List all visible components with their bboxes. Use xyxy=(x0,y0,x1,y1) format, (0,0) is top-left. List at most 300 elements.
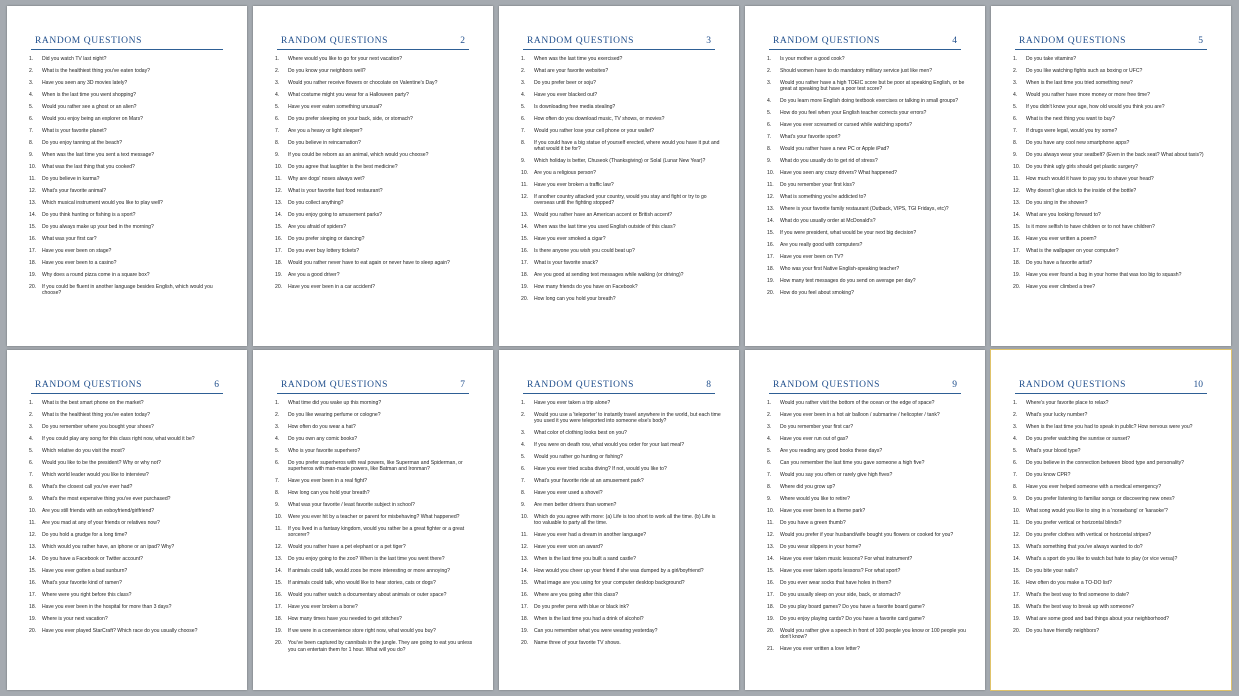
question-text: If you didn't know your age, how old would you think you are? xyxy=(1026,103,1165,110)
question-item xyxy=(1013,616,1213,622)
page-title: RANDOM QUESTIONS xyxy=(35,36,142,46)
question-item xyxy=(275,502,475,508)
question-item xyxy=(767,484,967,490)
question-item xyxy=(767,532,967,538)
question-item xyxy=(275,236,475,242)
question-number: 14. xyxy=(767,218,775,225)
question-number: 3. xyxy=(521,79,526,86)
question-item xyxy=(275,68,475,74)
question-number: 15. xyxy=(1013,567,1021,574)
question-text: Where is your next vacation? xyxy=(42,615,108,622)
document-page[interactable] xyxy=(499,6,739,346)
page-title: RANDOM QUESTIONS xyxy=(281,36,388,46)
question-number: 2. xyxy=(29,67,34,74)
question-item xyxy=(275,592,475,598)
question-item xyxy=(29,628,229,634)
question-item xyxy=(1013,188,1213,194)
question-item xyxy=(767,56,967,62)
question-text: Where are you going after this class? xyxy=(534,592,619,599)
question-text: Would you rather visit the bottom of the ocean or the edge of space? xyxy=(780,400,935,406)
question-item xyxy=(275,514,475,520)
question-text: What's your lucky number? xyxy=(1026,411,1088,418)
question-item xyxy=(521,400,721,406)
question-text: Have you ever taken sports lessons? For what sport? xyxy=(780,567,901,574)
question-text: Have you ever had a dream in another language? xyxy=(534,532,647,539)
question-number: 17. xyxy=(275,604,283,611)
question-text: Do you own any comic books? xyxy=(288,435,358,442)
question-number: 14. xyxy=(275,211,283,218)
question-text: Have you seen any crazy drivers? What happened? xyxy=(780,170,897,177)
question-item xyxy=(767,520,967,526)
question-number: 17. xyxy=(1013,247,1021,254)
question-number: 5. xyxy=(767,110,772,117)
question-item xyxy=(1013,412,1213,418)
question-item xyxy=(767,544,967,550)
question-text: Have you ever been on stage? xyxy=(42,247,112,254)
question-item xyxy=(275,478,475,484)
question-item xyxy=(521,478,721,484)
question-number: 16. xyxy=(29,579,37,586)
question-text: What's your favorite kind of ramen? xyxy=(42,579,122,586)
question-item xyxy=(29,68,229,74)
question-text: When is the last time you had to speak in public? How nervous were you? xyxy=(1026,423,1193,430)
question-text: What is the healthiest thing you've eaten today? xyxy=(42,411,151,418)
question-text: Are you good at sending text messages while walking (or driving)? xyxy=(534,272,684,279)
question-item xyxy=(767,646,967,652)
question-number: 9. xyxy=(29,151,34,158)
question-item xyxy=(29,92,229,98)
question-text: Do you believe in karma? xyxy=(42,175,100,182)
question-item xyxy=(29,56,229,62)
question-list xyxy=(521,56,721,308)
question-text: Do you wear slippers in your home? xyxy=(780,543,862,550)
question-number: 3. xyxy=(29,423,34,430)
question-text: Should women have to do mandatory military service just like men? xyxy=(780,67,933,74)
question-number: 20. xyxy=(275,283,283,290)
question-number: 11. xyxy=(521,532,528,539)
document-page[interactable] xyxy=(253,6,493,346)
question-item xyxy=(29,484,229,490)
question-number: 5. xyxy=(275,103,280,110)
question-item xyxy=(767,158,967,164)
question-item xyxy=(767,80,967,93)
question-text: Have you ever been in a car accident? xyxy=(288,283,375,290)
question-text: What is the best smart phone on the market? xyxy=(42,400,144,406)
question-text: Have you ever blacked out? xyxy=(534,91,598,98)
question-text: Are you a religious person? xyxy=(534,170,597,177)
question-text: Are you afraid of spiders? xyxy=(288,223,347,230)
question-text: What are you looking forward to? xyxy=(1026,211,1101,218)
question-number: 19. xyxy=(521,284,529,291)
question-item xyxy=(521,466,721,472)
question-item xyxy=(275,56,475,62)
question-number: 11. xyxy=(1013,175,1020,182)
question-item xyxy=(767,68,967,74)
question-text: Do you always make up your bed in the morning? xyxy=(42,223,154,230)
question-number: 3. xyxy=(521,430,526,437)
question-number: 4. xyxy=(521,91,526,98)
question-number: 13. xyxy=(29,199,37,206)
page-header xyxy=(523,36,715,50)
document-page[interactable] xyxy=(991,6,1231,346)
question-text: What's something that you've always wanted to do? xyxy=(1026,543,1143,550)
question-number: 4. xyxy=(521,442,526,449)
question-text: Are you reading any good books these days? xyxy=(780,447,883,454)
question-item xyxy=(767,568,967,574)
question-item xyxy=(1013,520,1213,526)
question-item xyxy=(767,580,967,586)
question-number: 20. xyxy=(1013,627,1021,634)
question-item xyxy=(29,568,229,574)
question-text: Is your mother a good cook? xyxy=(780,56,845,62)
question-text: Have you ever helped someone with a medical emergency? xyxy=(1026,483,1162,490)
question-item xyxy=(29,236,229,242)
question-text: Would you rather watch a documentary about animals or outer space? xyxy=(288,592,447,599)
question-item xyxy=(521,92,721,98)
question-text: If you were president, what would be your next big decision? xyxy=(780,230,917,237)
question-text: Where is your favorite family restaurant (Outback, VIPS, TGI Fridays, etc)? xyxy=(780,206,949,213)
question-text: Is downloading free media stealing? xyxy=(534,103,616,110)
question-item xyxy=(275,490,475,496)
question-number: 18. xyxy=(275,616,283,623)
question-number: 13. xyxy=(521,212,529,219)
question-number: 17. xyxy=(29,247,37,254)
document-page[interactable] xyxy=(7,6,247,346)
question-text: Do you ever buy lottery tickets? xyxy=(288,247,360,254)
question-number: 19. xyxy=(29,271,37,278)
page-header xyxy=(31,380,223,394)
question-number: 17. xyxy=(1013,591,1021,598)
question-number: 9. xyxy=(767,495,772,502)
question-item xyxy=(1013,496,1213,502)
question-text: Is there anyone you wish you could beat up? xyxy=(534,248,635,255)
question-number: 14. xyxy=(29,555,37,562)
question-item xyxy=(521,236,721,242)
question-text: If we were in a convenience store right now, what would you buy? xyxy=(288,628,436,635)
page-header xyxy=(1015,36,1207,50)
page-header xyxy=(277,380,469,394)
question-item xyxy=(1013,236,1213,242)
question-number: 14. xyxy=(275,568,283,575)
question-item xyxy=(29,604,229,610)
question-text: Do you prefer vertical or horizontal blinds? xyxy=(1026,519,1122,526)
question-item xyxy=(521,182,721,188)
question-text: Have you ever written a love letter? xyxy=(780,645,860,652)
question-number: 17. xyxy=(767,591,775,598)
question-item xyxy=(29,272,229,278)
question-item xyxy=(29,212,229,218)
question-number: 11. xyxy=(275,526,282,533)
question-item xyxy=(521,260,721,266)
question-number: 2. xyxy=(1013,411,1018,418)
question-text: How many times have you needed to get stitches? xyxy=(288,616,402,623)
question-item xyxy=(29,152,229,158)
question-text: Did you watch TV last night? xyxy=(42,56,107,62)
question-text: Do you think hunting or fishing is a sport? xyxy=(42,211,136,218)
question-item xyxy=(767,496,967,502)
question-text: Do you like wearing perfume or cologne? xyxy=(288,411,381,418)
question-item xyxy=(767,218,967,224)
question-text: Is it more selfish to have children or to not have children? xyxy=(1026,223,1155,230)
question-number: 7. xyxy=(521,127,526,134)
question-number: 3. xyxy=(1013,79,1018,86)
question-item xyxy=(521,56,721,62)
question-number: 18. xyxy=(521,616,529,623)
question-number: 15. xyxy=(521,580,529,587)
question-item xyxy=(1013,248,1213,254)
question-item xyxy=(521,248,721,254)
question-number: 5. xyxy=(29,447,34,454)
question-item xyxy=(521,616,721,622)
question-number: 4. xyxy=(29,91,34,98)
question-text: Are you mad at any of your friends or relatives now? xyxy=(42,519,160,526)
question-text: Do you remember your first kiss? xyxy=(780,182,855,189)
document-page[interactable] xyxy=(991,350,1231,690)
question-text: Have you ever found a bug in your home that was too big to squash? xyxy=(1026,271,1182,278)
question-text: What is the wallpaper on your computer? xyxy=(1026,247,1119,254)
question-number: 5. xyxy=(275,447,280,454)
question-text: Can you remember the last time you gave someone a high five? xyxy=(780,459,925,466)
question-item xyxy=(29,508,229,514)
question-item xyxy=(767,290,967,296)
question-number: 12. xyxy=(1013,187,1021,194)
question-text: Do you bite your nails? xyxy=(1026,567,1078,574)
question-item xyxy=(275,604,475,610)
question-number: 8. xyxy=(29,483,34,490)
question-item xyxy=(767,278,967,284)
question-number: 8. xyxy=(521,490,526,497)
question-text: Where would you like to go for your next vacation? xyxy=(288,56,403,62)
question-item xyxy=(1013,104,1213,110)
question-item xyxy=(521,640,721,646)
question-number: 7. xyxy=(1013,471,1018,478)
question-text: Do you take vitamins? xyxy=(1026,56,1077,62)
question-number: 7. xyxy=(1013,127,1018,134)
question-number: 13. xyxy=(767,543,775,550)
question-item xyxy=(29,248,229,254)
question-text: Have you ever used a shovel? xyxy=(534,490,603,497)
page-header xyxy=(31,36,223,50)
question-text: Have you ever been to a casino? xyxy=(42,259,117,266)
question-text: Do you have any cool new smartphone apps? xyxy=(1026,139,1130,146)
document-page[interactable] xyxy=(7,350,247,690)
question-number: 19. xyxy=(767,278,775,285)
question-number: 13. xyxy=(767,206,775,213)
question-number: 16. xyxy=(521,592,529,599)
question-number: 7. xyxy=(767,471,772,478)
question-item xyxy=(29,412,229,418)
question-item xyxy=(29,80,229,86)
question-text: Have you ever been on TV? xyxy=(780,254,844,261)
question-item xyxy=(275,640,475,653)
question-text: Do you enjoy tanning at the beach? xyxy=(42,139,123,146)
question-item xyxy=(767,604,967,610)
question-item xyxy=(767,146,967,152)
question-number: 6. xyxy=(29,459,34,466)
question-item xyxy=(521,412,721,425)
question-list xyxy=(29,56,229,302)
question-number: 11. xyxy=(29,519,36,526)
question-item xyxy=(29,460,229,466)
question-item xyxy=(29,544,229,550)
question-number: 9. xyxy=(29,495,34,502)
question-number: 15. xyxy=(767,230,775,237)
question-item xyxy=(767,556,967,562)
question-number: 1. xyxy=(29,400,34,406)
question-number: 11. xyxy=(1013,519,1020,526)
question-number: 7. xyxy=(767,134,772,141)
question-number: 13. xyxy=(521,556,529,563)
question-text: What costume might you wear for a Halloween party? xyxy=(288,91,409,98)
document-page[interactable] xyxy=(745,350,985,690)
question-number: 10. xyxy=(767,507,775,514)
question-item xyxy=(767,628,967,641)
question-item xyxy=(1013,176,1213,182)
question-number: 2. xyxy=(275,67,280,74)
question-item xyxy=(767,98,967,104)
question-text: What time did you wake up this morning? xyxy=(288,400,382,406)
question-text: How often do you wear a hat? xyxy=(288,423,356,430)
question-number: 16. xyxy=(1013,579,1021,586)
question-item xyxy=(275,568,475,574)
question-number: 8. xyxy=(521,139,526,146)
question-item xyxy=(521,170,721,176)
question-number: 20. xyxy=(29,627,37,634)
question-number: 19. xyxy=(521,628,529,635)
question-item xyxy=(275,400,475,406)
question-item xyxy=(521,556,721,562)
question-number: 15. xyxy=(767,567,775,574)
question-item xyxy=(1013,92,1213,98)
question-item xyxy=(521,224,721,230)
question-number: 6. xyxy=(767,459,772,466)
question-item xyxy=(275,526,475,539)
question-number: 8. xyxy=(275,490,280,497)
question-item xyxy=(1013,508,1213,514)
page-number: 8 xyxy=(706,380,711,390)
question-number: 1. xyxy=(521,400,526,406)
question-text: What's your favorite sport? xyxy=(780,134,841,141)
page-title: RANDOM QUESTIONS xyxy=(527,380,634,390)
question-item xyxy=(521,296,721,302)
question-item xyxy=(767,206,967,212)
question-number: 20. xyxy=(1013,283,1021,290)
question-number: 2. xyxy=(275,411,280,418)
question-text: Where were you right before this class? xyxy=(42,591,132,598)
question-text: If you could have a big statue of yourself erected, where would you have it put and what would it be for? xyxy=(534,139,720,153)
question-text: Are men better drivers than women? xyxy=(534,502,617,509)
question-text: Have you ever been in a hot air balloon / submarine / helicopter / tank? xyxy=(780,411,940,418)
question-item xyxy=(767,412,967,418)
document-page[interactable] xyxy=(499,350,739,690)
question-text: Who was your first Native English-speaking teacher? xyxy=(780,266,900,273)
question-item xyxy=(275,544,475,550)
question-text: When is the last time you built a sand castle? xyxy=(534,556,636,563)
question-list xyxy=(767,56,967,302)
question-item xyxy=(1013,448,1213,454)
question-number: 16. xyxy=(1013,235,1021,242)
question-text: Would you rather give a speech in front of 100 people you know or 100 people you don't know? xyxy=(780,627,966,640)
question-text: Would you rather receive flowers or chocolate on Valentine's Day? xyxy=(288,79,438,86)
document-page[interactable] xyxy=(745,6,985,346)
page-title: RANDOM QUESTIONS xyxy=(1019,380,1126,390)
question-text: What is something you're addicted to? xyxy=(780,194,867,201)
question-item xyxy=(275,200,475,206)
question-number: 8. xyxy=(275,139,280,146)
question-text: Do you prefer clothes with vertical or horizontal stripes? xyxy=(1026,531,1152,538)
document-page[interactable] xyxy=(253,350,493,690)
question-text: Can you remember what you were wearing yesterday? xyxy=(534,628,658,635)
question-list xyxy=(767,400,967,658)
page-number: 6 xyxy=(214,380,219,390)
question-item xyxy=(29,164,229,170)
page-header xyxy=(1015,380,1207,394)
question-item xyxy=(1013,164,1213,170)
question-number: 3. xyxy=(767,79,772,86)
question-list xyxy=(1013,400,1213,640)
question-number: 1. xyxy=(1013,56,1018,62)
question-item xyxy=(521,272,721,278)
question-text: Do you like watching fights such as boxing or UFC? xyxy=(1026,67,1143,74)
question-number: 6. xyxy=(1013,459,1018,466)
question-number: 12. xyxy=(29,187,37,194)
question-text: What is your favorite planet? xyxy=(42,127,107,134)
question-number: 12. xyxy=(521,194,529,201)
question-item xyxy=(29,580,229,586)
question-item xyxy=(275,616,475,622)
question-text: Would you rather have an American accent or British accent? xyxy=(534,212,673,219)
question-text: What's the best way to find someone to date? xyxy=(1026,591,1129,598)
question-number: 3. xyxy=(275,423,280,430)
question-number: 18. xyxy=(767,266,775,273)
question-text: Who is your favorite superhero? xyxy=(288,447,361,454)
question-item xyxy=(29,592,229,598)
question-item xyxy=(521,604,721,610)
question-number: 7. xyxy=(29,471,34,478)
question-number: 9. xyxy=(521,502,526,509)
question-number: 15. xyxy=(521,236,529,243)
question-item xyxy=(521,580,721,586)
question-number: 12. xyxy=(275,544,283,551)
question-item xyxy=(275,224,475,230)
question-text: Where would you like to retire? xyxy=(780,495,850,502)
question-item xyxy=(275,248,475,254)
question-number: 10. xyxy=(29,163,37,170)
question-number: 20. xyxy=(29,283,37,290)
question-number: 4. xyxy=(1013,435,1018,442)
question-text: Would you rather never have to eat again or never have to sleep again? xyxy=(288,259,450,266)
question-text: Do you have a green thumb? xyxy=(780,519,846,526)
question-text: What image are you using for your computer desktop background? xyxy=(534,580,685,587)
question-item xyxy=(521,284,721,290)
question-number: 3. xyxy=(1013,423,1018,430)
question-number: 16. xyxy=(521,248,529,255)
question-number: 7. xyxy=(275,127,280,134)
question-list xyxy=(29,400,229,640)
question-number: 13. xyxy=(1013,543,1021,550)
question-item xyxy=(767,266,967,272)
question-item xyxy=(1013,424,1213,430)
question-text: Have you ever broken a traffic law? xyxy=(534,182,614,189)
question-item xyxy=(521,430,721,436)
question-number: 14. xyxy=(767,555,775,562)
question-item xyxy=(767,122,967,128)
question-number: 18. xyxy=(767,603,775,610)
page-number: 4 xyxy=(952,36,957,46)
question-text: How long can you hold your breath? xyxy=(534,296,616,303)
question-item xyxy=(521,568,721,574)
question-item xyxy=(767,508,967,514)
